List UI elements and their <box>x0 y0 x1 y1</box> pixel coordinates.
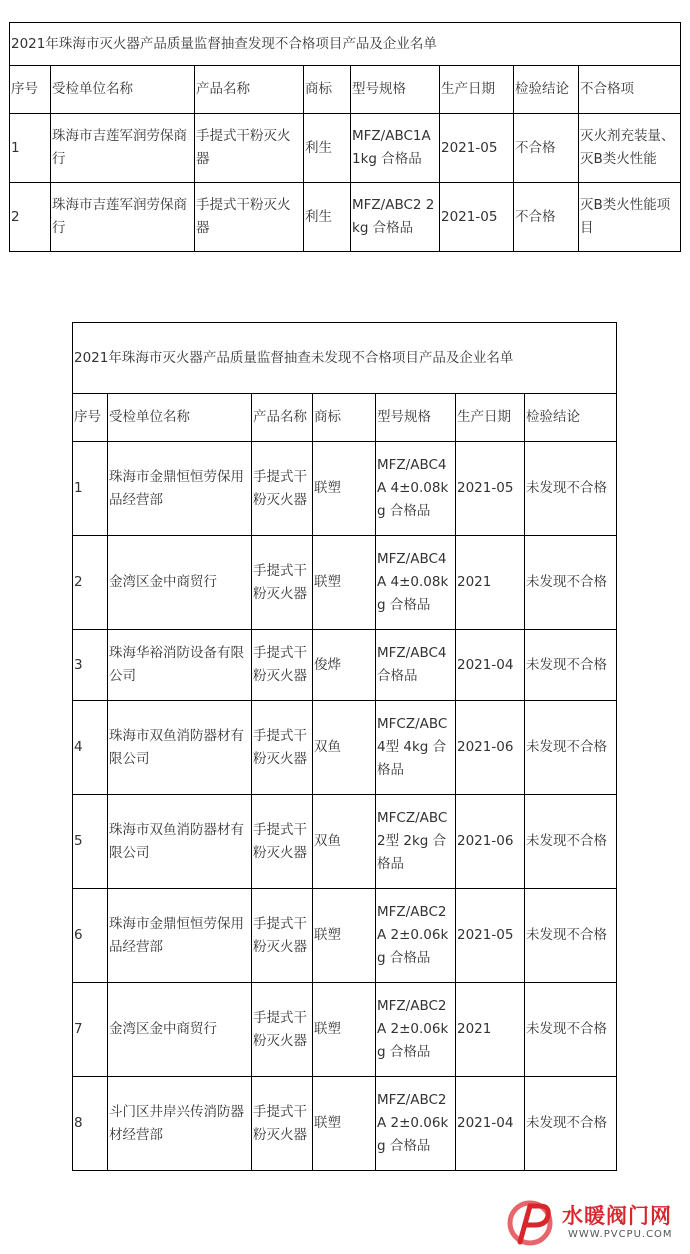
conforming-table <box>72 322 617 1171</box>
table-cell: 不合格 <box>514 183 579 252</box>
table-cell: 8 <box>73 1077 108 1171</box>
table-cell: 未发现不合格 <box>525 630 617 701</box>
table-cell: 珠海市吉莲军润劳保商行 <box>51 183 195 252</box>
column-header: 生产日期 <box>456 394 525 442</box>
site-watermark <box>506 1198 684 1248</box>
table-row <box>73 536 617 630</box>
table-cell: 珠海市金鼎恒恒劳保用品经营部 <box>108 442 252 536</box>
table-cell: MFCZ/ABC 2型 2kg 合格品 <box>376 795 456 889</box>
table-cell: MFCZ/ABC 4型 4kg 合格品 <box>376 701 456 795</box>
table-cell: 2021-04 <box>456 1077 525 1171</box>
table-cell: 金湾区金中商贸行 <box>108 983 252 1077</box>
table-cell: 2021-04 <box>456 630 525 701</box>
table-cell: 手提式干粉灭火器 <box>195 114 304 183</box>
table-cell: 2021-05 <box>456 889 525 983</box>
table-cell: 手提式干粉灭火器 <box>252 795 313 889</box>
table-cell: 2021-06 <box>456 701 525 795</box>
header-row <box>73 394 617 442</box>
table-cell: 利生 <box>304 114 351 183</box>
table-cell: 未发现不合格 <box>525 1077 617 1171</box>
table-title: 2021年珠海市灭火器产品质量监督抽查未发现不合格项目产品及企业名单 <box>73 323 617 394</box>
column-header: 序号 <box>10 66 51 114</box>
column-header: 检验结论 <box>514 66 579 114</box>
table-cell: 双鱼 <box>313 795 376 889</box>
watermark-url: WWW.PVCPU.COM <box>568 1229 673 1240</box>
table-cell: 珠海市金鼎恒恒劳保用品经营部 <box>108 889 252 983</box>
table-cell: 5 <box>73 795 108 889</box>
table-cell: MFZ/ABC4A 4±0.08kg 合格品 <box>376 536 456 630</box>
table-cell: 手提式干粉灭火器 <box>252 442 313 536</box>
table-cell: 1 <box>10 114 51 183</box>
table-cell: MFZ/ABC2A 2±0.06kg 合格品 <box>376 983 456 1077</box>
table-cell: MFZ/ABC2A 2±0.06kg 合格品 <box>376 1077 456 1171</box>
pv-logo-icon <box>506 1198 558 1248</box>
table-cell: 6 <box>73 889 108 983</box>
column-header: 商标 <box>313 394 376 442</box>
table-cell: 2021 <box>456 536 525 630</box>
table-title: 2021年珠海市灭火器产品质量监督抽查发现不合格项目产品及企业名单 <box>10 23 681 66</box>
table-row <box>73 983 617 1077</box>
table-cell: 手提式干粉灭火器 <box>252 1077 313 1171</box>
table-row <box>73 795 617 889</box>
table-row <box>73 630 617 701</box>
table-row <box>73 701 617 795</box>
table-cell: 未发现不合格 <box>525 536 617 630</box>
table-cell: 珠海市双鱼消防器材有限公司 <box>108 701 252 795</box>
table-cell: 灭B类火性能项目 <box>579 183 681 252</box>
nonconforming-table <box>9 22 681 252</box>
table-cell: 手提式干粉灭火器 <box>195 183 304 252</box>
table-cell: 7 <box>73 983 108 1077</box>
column-header: 生产日期 <box>440 66 514 114</box>
table-cell: 4 <box>73 701 108 795</box>
table-cell: 联塑 <box>313 1077 376 1171</box>
column-header: 产品名称 <box>252 394 313 442</box>
table-cell: 斗门区井岸兴传消防器材经营部 <box>108 1077 252 1171</box>
table-cell: MFZ/ABC2A 2±0.06kg 合格品 <box>376 889 456 983</box>
table-cell: MFZ/ABC4A 4±0.08kg 合格品 <box>376 442 456 536</box>
column-header: 受检单位名称 <box>51 66 195 114</box>
table-cell: 未发现不合格 <box>525 795 617 889</box>
table-row <box>73 889 617 983</box>
table-row <box>10 183 681 252</box>
table-cell: 灭火剂充装量、灭B类火性能 <box>579 114 681 183</box>
table-cell: 2 <box>10 183 51 252</box>
header-row <box>10 66 681 114</box>
table-cell: 未发现不合格 <box>525 701 617 795</box>
table-cell: MFZ/ABC2 2kg 合格品 <box>351 183 440 252</box>
table-cell: 手提式干粉灭火器 <box>252 701 313 795</box>
column-header: 商标 <box>304 66 351 114</box>
table-cell: MFZ/ABC4 合格品 <box>376 630 456 701</box>
table-cell: 3 <box>73 630 108 701</box>
table-row <box>10 114 681 183</box>
table-row <box>73 1077 617 1171</box>
table-cell: MFZ/ABC1A 1kg 合格品 <box>351 114 440 183</box>
table-cell: 2021 <box>456 983 525 1077</box>
table-cell: 不合格 <box>514 114 579 183</box>
column-header: 不合格项 <box>579 66 681 114</box>
table-cell: 未发现不合格 <box>525 983 617 1077</box>
watermark-name: 水暖阀门网 <box>562 1204 672 1228</box>
column-header: 型号规格 <box>376 394 456 442</box>
table-cell: 2021-05 <box>456 442 525 536</box>
table-cell: 未发现不合格 <box>525 442 617 536</box>
column-header: 检验结论 <box>525 394 617 442</box>
table-cell: 双鱼 <box>313 701 376 795</box>
table-cell: 2021-05 <box>440 183 514 252</box>
table-cell: 珠海市双鱼消防器材有限公司 <box>108 795 252 889</box>
table-cell: 1 <box>73 442 108 536</box>
column-header: 序号 <box>73 394 108 442</box>
table-row <box>73 442 617 536</box>
table-cell: 珠海华裕消防设备有限公司 <box>108 630 252 701</box>
table-cell: 珠海市吉莲军润劳保商行 <box>51 114 195 183</box>
column-header: 型号规格 <box>351 66 440 114</box>
table-cell: 俊烨 <box>313 630 376 701</box>
table-cell: 联塑 <box>313 889 376 983</box>
table-cell: 未发现不合格 <box>525 889 617 983</box>
table-cell: 金湾区金中商贸行 <box>108 536 252 630</box>
table-cell: 手提式干粉灭火器 <box>252 889 313 983</box>
table-cell: 2021-05 <box>440 114 514 183</box>
column-header: 受检单位名称 <box>108 394 252 442</box>
table-cell: 手提式干粉灭火器 <box>252 536 313 630</box>
table-cell: 联塑 <box>313 442 376 536</box>
table-cell: 2021-06 <box>456 795 525 889</box>
table-cell: 利生 <box>304 183 351 252</box>
table-cell: 手提式干粉灭火器 <box>252 983 313 1077</box>
column-header: 产品名称 <box>195 66 304 114</box>
table-cell: 2 <box>73 536 108 630</box>
table-cell: 联塑 <box>313 536 376 630</box>
table-cell: 手提式干粉灭火器 <box>252 630 313 701</box>
table-cell: 联塑 <box>313 983 376 1077</box>
